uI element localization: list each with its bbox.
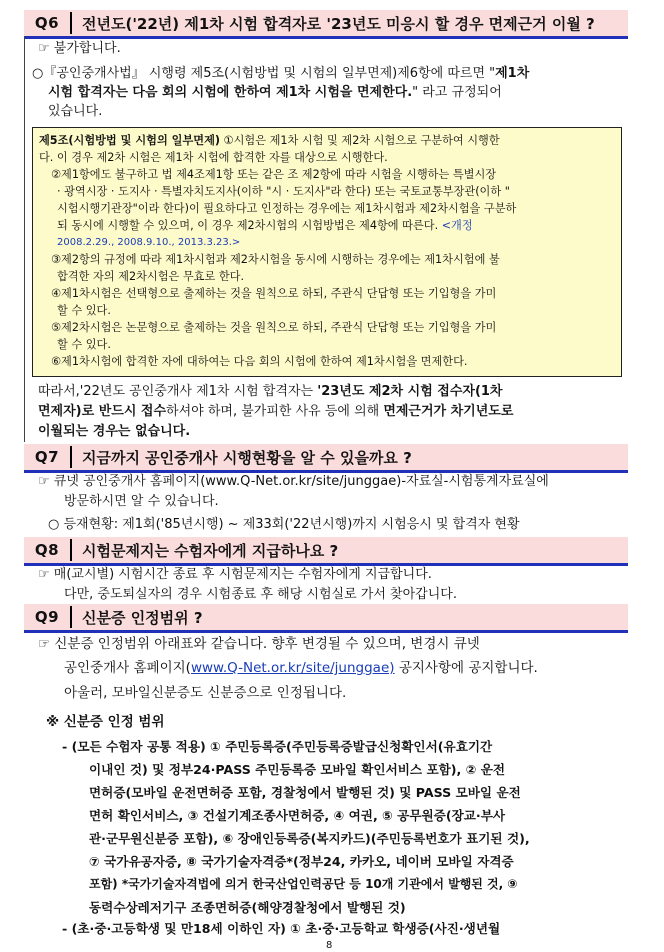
q8-header [24, 537, 628, 566]
q9-number: Q9 [34, 608, 60, 626]
q6-para1-line3: 있습니다. [48, 104, 103, 119]
id-scope-line9: - (초·중·고등학생 및 만18세 이하인 자) ① 초·중·고등학교 학생증(사진·생년월 [62, 921, 501, 936]
id-scope-line8: 동력수상레저기구 조종면허증(해양경찰청에서 발행된 것) [89, 900, 406, 915]
id-scope-line7: 포함) *국가기술자격법에 의거 한국산업인력공단 등 10개 기관에서 발행된 것, ⑨ [89, 877, 518, 891]
q9-title: 신분증 인정범위 ? [82, 608, 203, 627]
q7-answer-line1: ☞ 큐넷 공인중개사 홈페이지(www.Q-Net.or.kr/site/junggae)-자료실-시험통계자료실에 [38, 474, 549, 489]
q6-number: Q6 [34, 14, 60, 32]
q8-number: Q8 [34, 541, 60, 559]
q6-header [24, 10, 628, 39]
q9-header [24, 604, 628, 633]
q7-answer-line3: ○ 등재현황: 제1회('85년시행) ~ 제33회('22년시행)까지 시험응시 및 합격자 현황 [48, 517, 520, 532]
q7-header [24, 444, 628, 473]
qnet-link[interactable]: www.Q-Net.or.kr/site/junggae) [190, 660, 395, 676]
q6-title: 전년도('22년) 제1차 시험 합격자로 '23년도 미응시 할 경우 면제근거 이월 ? [82, 14, 595, 33]
q6-para1-line1: ○『공인중개사법』 시행령 제5조(시험방법 및 시험의 일부면제)제6항에 따르면 "제1차 [32, 66, 530, 81]
q9-answer-line3: 아울러, 모바일신분증도 신분증으로 인정됩니다. [64, 685, 347, 701]
page-number: 8 [326, 940, 333, 951]
q6-conclusion-line2: 면제자)로 반드시 접수하셔야 하며, 불가피한 사유 등에 의해 면제근거가 차기년도로 [38, 404, 514, 419]
law-excerpt-box: 제5조(시험방법 및 시험의 일부면제) ①시험은 제1차 시험 및 제2차 시험으로 구분하여 시행한 다. 이 경우 제2차 시험은 제1차 시험에 합격한 자를 대상으로 시행한다. ②제1항에도 불구하고 법 제4조제1항 또는 같은 조 제2항에 따라 시험을 시행하는 특별시장 · 광역시장 · 도지사 · 특별자치도지사(이하 "시 · 도지사"라 한다) 또는 국토교통부장관(이하 " 시험시행기관장"이라 한다)이 필요하다고 인정하는 경우에는 제1차시험과 제2차시험을 구분하 되 동시에 시행할 수 있으며, 이 경우 제2차시험의 시험방법은 제4항에 따른다. <개정 2008.2.29., 2008.9.10., 2013.3.23.> ③제2항의 규정에 따라 제1차시험과 제2차시험을 동시에 시행하는 경우에는 제1차시험에 불 합격한 자의 제2차시험은 무효로 한다. ④제1차시험은 선택형으로 출제하는 것을 원칙으로 하되, 주관식 단답형 또는 기입형을 가미 할 수 있다. ⑤제2차시험은 논문형으로 출제하는 것을 원칙으로 하되, 주관식 단답형 또는 기입형을 가미 할 수 있다. ⑥제1차시험에 합격한 자에 대하여는 다음 회의 시험에 한하여 제1차시험을 면제한다. [32, 127, 622, 377]
q7-title: 지금까지 공인중개사 시행현황을 알 수 있을까요 ? [82, 448, 412, 467]
q6-conclusion-line1: 따라서,'22년도 공인중개사 제1차 시험 합격자는 '23년도 제2차 시험 접수자(1차 [38, 384, 503, 399]
divider [70, 606, 72, 628]
pointing-hand-icon: ☞ [38, 41, 50, 56]
id-scope-line3: 면허증(모바일 운전면허증 포함, 경찰청에서 발행된 것) 및 PASS 모바일 운전 [89, 785, 521, 800]
law-article-title: 제5조(시험방법 및 시험의 일부면제) [39, 134, 220, 147]
id-scope-line2: 이내인 것) 및 정부24·PASS 주민등록증 모바일 확인서비스 포함), ② 운전 [89, 762, 506, 777]
q9-answer-line1: ☞ 신분증 인정범위 아래표와 같습니다. 향후 변경될 수 있으며, 변경시 큐넷 [38, 636, 480, 652]
divider [70, 12, 72, 34]
id-scope-line1: - (모든 수험자 공통 적용) ① 주민등록증(주민등록증발급신청확인서(유효기간 [62, 739, 493, 754]
q7-number: Q7 [34, 448, 60, 466]
q6-para1-line2: 시험 합격자는 다음 회의 시험에 한하여 제1차 시험을 면제한다." 라고 규정되어 [48, 85, 502, 100]
q8-answer-line1: ☞ 매(교시별) 시험시간 종료 후 시험문제지는 수험자에게 지급합니다. [38, 567, 432, 582]
id-scope-line4: 면허 확인서비스, ③ 건설기계조종사면허증, ④ 여권, ⑤ 공무원증(장교·부사 [89, 808, 506, 823]
divider [70, 539, 72, 561]
divider [70, 446, 72, 468]
id-scope-line6: ⑦ 국가유공자증, ⑧ 국가기술자격증*(정부24, 카카오, 네이버 모바일 자격증 [89, 854, 514, 869]
q8-title: 시험문제지는 수험자에게 지급하나요 ? [82, 541, 339, 560]
left-rule [24, 36, 25, 442]
q7-answer-line2: 방문하시면 알 수 있습니다. [64, 494, 219, 509]
q8-answer-line2: 다만, 중도퇴실자의 경우 시험종료 후 해당 시험실로 가서 찾아갑니다. [64, 587, 457, 602]
id-scope-line5: 관·군무원신분증 포함), ⑥ 장애인등록증(복지카드)(주민등록번호가 표기된 것), [89, 831, 530, 846]
q9-answer-line2: 공인중개사 홈페이지(www.Q-Net.or.kr/site/junggae) 공지사항에 공지합니다. [64, 660, 538, 676]
q6-conclusion-line3: 이월되는 경우는 없습니다. [38, 424, 191, 439]
q6-answer: ☞ 불가합니다. [38, 41, 121, 56]
id-scope-heading: ※ 신분증 인정 범위 [46, 714, 165, 730]
